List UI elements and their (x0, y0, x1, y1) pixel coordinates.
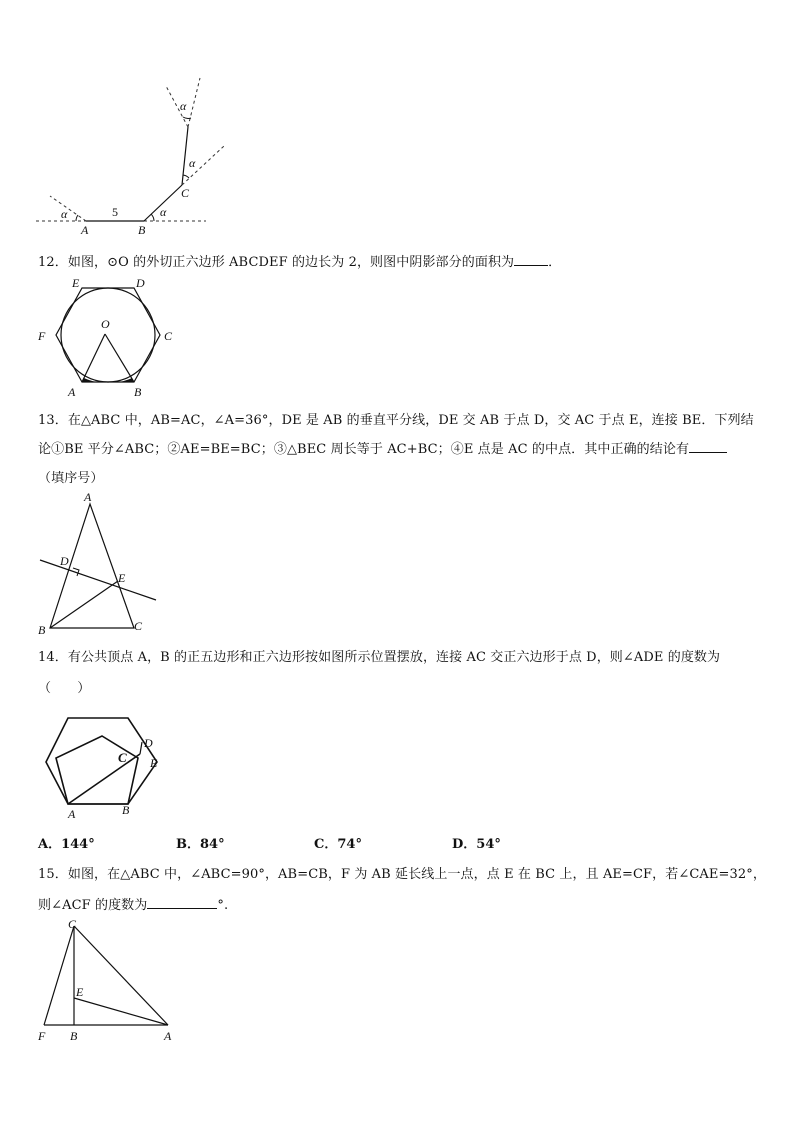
figure-q12 (34, 272, 184, 402)
question-13-line-2 (38, 438, 727, 457)
radius-ob (105, 334, 134, 382)
label-e: E (76, 985, 84, 999)
label-o: O (101, 317, 110, 331)
label-c: C (118, 750, 127, 765)
question-13-line-1: 13．在△ABC 中，AB=AC，∠A=36°，DE 是 AB 的垂直平分线，DE 交 AB 于点 D，交 AC 于点 E，连接 BE．下列结 (38, 413, 754, 428)
angle-arc-c (183, 175, 189, 178)
label-b: B (122, 803, 130, 817)
question-15-line-2-text: 则∠ACF 的度数为 (38, 898, 148, 913)
segment-cf (44, 926, 74, 1025)
hexagon-abcdef (56, 288, 160, 382)
segment-ea (74, 998, 168, 1025)
question-14-line-2: （ ） (38, 681, 91, 696)
label-b: B (138, 223, 146, 237)
label-c: C (164, 329, 173, 343)
question-12-text: 12． (38, 255, 68, 270)
question-14-line-1: 14．有公共顶点 A，B 的正五边形和正六边形按如图所示位置摆放，连接 AC 交正六边形于点 D，则∠ADE 的度数为 (38, 650, 721, 665)
question-12-tail: ． (548, 255, 562, 270)
label-d: D (144, 736, 153, 750)
perpendicular-bisector (40, 560, 156, 600)
radius-oa (82, 334, 105, 382)
option-c[interactable]: C．74° (314, 837, 362, 852)
segment-ca (74, 926, 168, 1025)
question-12-body: 如图，⊙O 的外切正六边形 ABCDEF 的边长为 2，则图中阴影部分的面积为 (67, 255, 515, 270)
label-a: A (68, 807, 76, 821)
label-c: C (134, 619, 143, 633)
regular-hexagon (46, 718, 157, 804)
question-12 (38, 251, 561, 270)
label-a: A (164, 1029, 172, 1043)
label-alpha-c: α (189, 156, 196, 170)
figure-q14 (36, 710, 176, 822)
figure-q11 (30, 72, 240, 240)
label-b: B (134, 385, 142, 399)
label-d: D (60, 554, 69, 568)
option-a[interactable]: A．144° (38, 837, 95, 852)
label-e: E (118, 571, 126, 585)
question-13-line-3: （填序号） (38, 471, 104, 486)
answer-blank-13 (689, 440, 727, 453)
label-c: C (181, 186, 190, 200)
option-d[interactable]: D．54° (452, 837, 501, 852)
label-f: F (38, 329, 46, 343)
label-a: A (84, 490, 92, 504)
answer-blank-15 (147, 896, 217, 909)
label-alpha-a: α (61, 207, 68, 221)
inscribed-circle (61, 288, 155, 382)
label-b: B (38, 623, 46, 637)
dashed-ray-a (50, 196, 86, 221)
figure-q13 (34, 490, 164, 640)
question-15-tail: °. (217, 898, 229, 913)
dashed-ray-top-2 (188, 78, 200, 127)
label-b: B (70, 1029, 78, 1043)
question-13-line-2-text: 论①BE 平分∠ABC；②AE=BE=BC；③△BEC 周长等于 AC+BC；④E 点是 AC 的中点．其中正确的结论有 (38, 442, 690, 457)
answer-blank-12 (514, 253, 548, 266)
angle-arc-a (76, 215, 78, 221)
segment-be (50, 581, 118, 628)
label-d: D (136, 276, 145, 290)
option-b[interactable]: B．84° (176, 837, 225, 852)
angle-arc-b (151, 214, 154, 221)
regular-pentagon (56, 736, 138, 804)
label-a: A (81, 223, 89, 237)
label-alpha-top: α (180, 99, 187, 113)
label-e: E (72, 276, 80, 290)
segment-c-to-d (140, 742, 142, 754)
figure-q15 (34, 914, 184, 1048)
question-15-line-1: 15．如图，在△ABC 中，∠ABC=90°，AB=CB，F 为 AB 延长线上一点，点 E 在 BC 上，且 AE=CF，若∠CAE=32°， (38, 867, 766, 882)
label-a: A (68, 385, 76, 399)
question-15-line-2 (38, 894, 228, 913)
label-f: F (38, 1029, 46, 1043)
label-c: C (68, 917, 77, 931)
label-alpha-b: α (160, 205, 167, 219)
label-length-ab: 5 (112, 205, 118, 219)
angle-arc-top (183, 117, 191, 118)
label-e: E (150, 756, 158, 770)
